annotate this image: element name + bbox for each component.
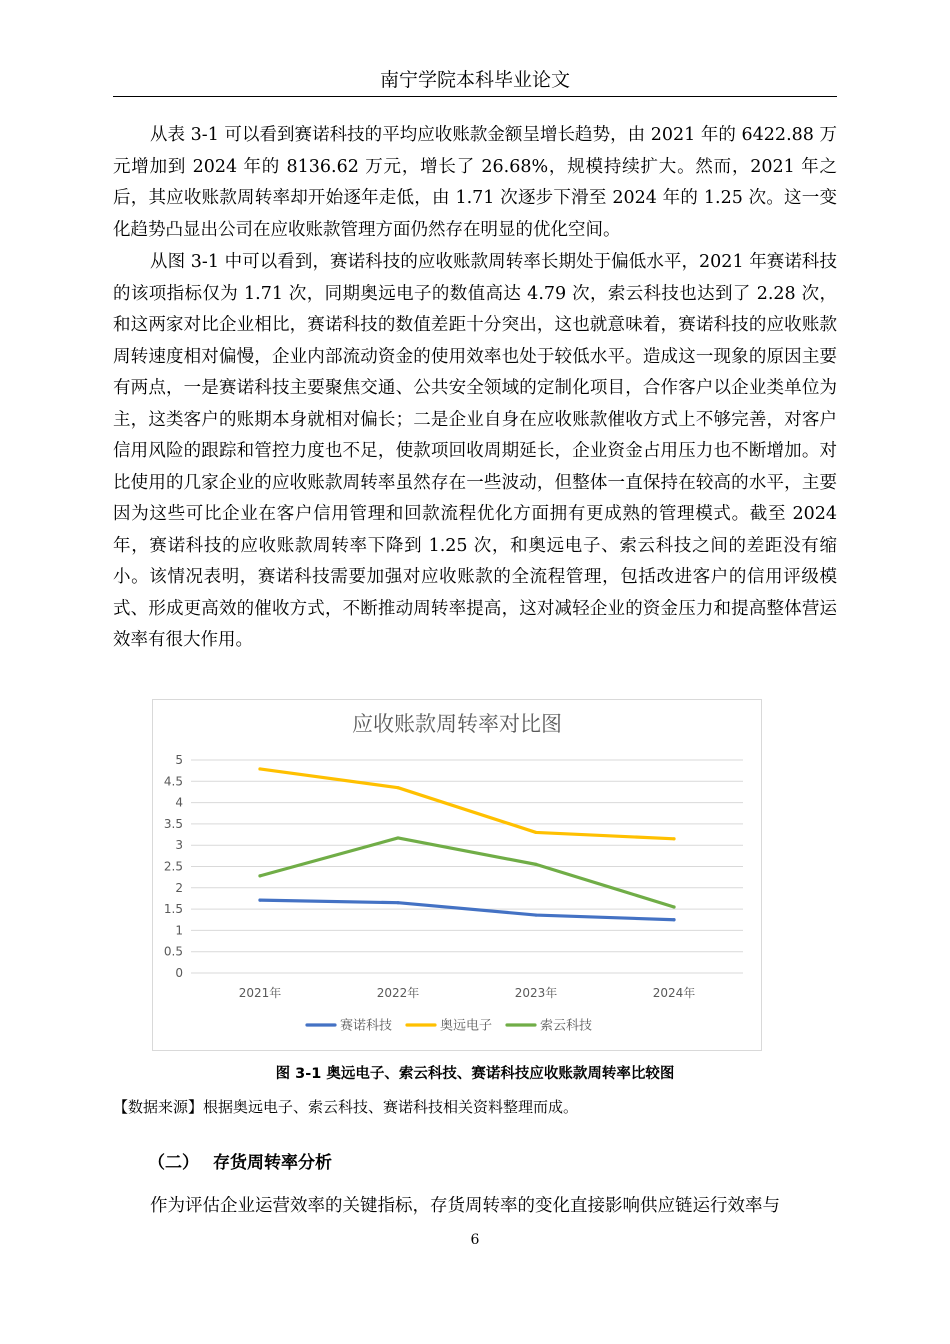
data-point <box>258 899 261 902</box>
y-tick-label: 2 <box>175 880 183 895</box>
series-line <box>260 838 674 907</box>
body-paragraph-3: 作为评估企业运营效率的关键指标，存货周转率的变化直接影响供应链运行效率与 <box>150 1196 780 1216</box>
series-line <box>260 769 674 839</box>
data-point <box>672 905 675 908</box>
series-line <box>260 900 674 920</box>
gridlines <box>191 760 743 973</box>
y-tick-label: 1 <box>175 923 183 938</box>
figure-caption: 图 3-1 奥远电子、索云科技、赛诺科技应收账款周转率比较图 <box>275 1066 675 1082</box>
chart-title: 应收账款周转率对比图 <box>352 712 562 736</box>
section-number: （二） <box>148 1153 199 1173</box>
legend-label: 索云科技 <box>540 1018 593 1034</box>
data-point <box>672 837 675 840</box>
x-tick-label: 2021年 <box>238 986 282 1000</box>
data-point <box>672 918 675 921</box>
running-header: 南宁学院本科毕业论文 <box>113 66 837 97</box>
series-lines <box>258 767 675 921</box>
y-tick-label: 1.5 <box>163 902 183 917</box>
section-heading <box>148 1150 838 1176</box>
data-point <box>534 863 537 866</box>
x-tick-label: 2024年 <box>652 986 696 1000</box>
legend <box>307 1018 592 1034</box>
y-tick-label: 4.5 <box>163 774 183 789</box>
x-tick-label: 2023年 <box>514 986 558 1000</box>
y-tick-label: 2.5 <box>163 859 183 874</box>
y-tick-label: 3.5 <box>163 816 183 831</box>
y-tick-label: 3 <box>175 838 183 853</box>
data-point <box>534 913 537 916</box>
data-source-note: 【数据来源】根据奥远电子、索云科技、赛诺科技相关资料整理而成。 <box>113 1098 579 1116</box>
page-number: 6 <box>470 1232 480 1248</box>
y-tick-label: 5 <box>175 753 183 767</box>
legend-label: 奥远电子 <box>440 1018 493 1034</box>
line-chart <box>152 699 762 1051</box>
body-paragraph-2: 从图 3-1 中可以看到，赛诺科技的应收账款周转率长期处于偏低水平，2021 年赛诺科技的该项指标仅为 1.71 次，同期奥远电子的数值高达 4.79 次，索云科技也达到了 2.28 次，和这两家对比企业相比，赛诺科技的数值差距十分突出，这也就意味着，赛诺科技的应收账款周转速度相对偏慢，企业内部流动资金的使用效率也处于较低水平。造成这一现象的原因主要有两点，一是赛诺科技主要聚焦交通、公共安全领域的定制化项目，合作客户以企业类单位为主，这类客户的账期本身就相对偏长；二是企业自身在应收账款催收方式上不够完善，对客户信用风险的跟踪和管控力度也不足，使款项回收周期延长，企业资金占用压力也不断增加。对比使用的几家企业的应收账款周转率虽然存在一些波动，但整体一直保持在较高的水平，主要因为这些可比企业在客户信用管理和回款流程优化方面拥有更成熟的管理模式。截至 2024 年，赛诺科技的应收账款周转率下降到 1.25 次，和奥远电子、索云科技之间的差距没有缩小。该情况表明，赛诺科技需要加强对应收账款的全流程管理，包括改进客户的信用评级模式、形成更高效的催收方式，不断推动周转率提高，这对减轻企业的资金压力和提高整体营运效率有很大作用。 <box>113 252 837 650</box>
data-point <box>534 831 537 834</box>
body-paragraph-1: 从表 3-1 可以看到赛诺科技的平均应收账款金额呈增长趋势，由 2021 年的 6422.88 万元增加到 2024 年的 8136.62 万元，增长了 26.68%，规模持续扩大。然而，2021 年之后，其应收账款周转率却开始逐年走低，由 1.71 次逐步下滑至 2024 年的 1.25 次。这一变化趋势凸显出公司在应收账款管理方面仍然存在明显的优化空间。 <box>113 125 837 240</box>
y-tick-label: 0.5 <box>163 944 183 959</box>
y-axis-ticks <box>164 753 183 980</box>
section-title: 存货周转率分析 <box>213 1153 332 1173</box>
y-tick-label: 4 <box>175 795 183 810</box>
legend-label: 赛诺科技 <box>340 1018 393 1034</box>
chart-canvas <box>153 700 761 1050</box>
x-axis-ticks <box>239 985 696 1000</box>
data-point <box>396 786 399 789</box>
y-tick-label: 0 <box>175 966 183 980</box>
data-point <box>258 874 261 877</box>
x-tick-label: 2022年 <box>376 986 420 1000</box>
data-point <box>396 901 399 904</box>
data-point <box>258 767 261 770</box>
data-point <box>396 836 399 839</box>
